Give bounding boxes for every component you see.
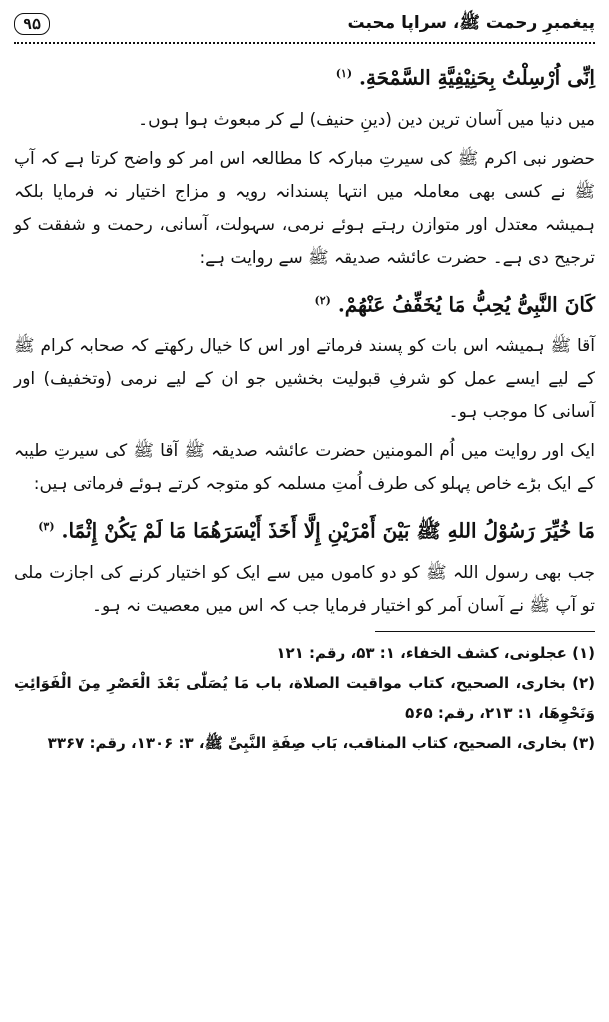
footnote-ref-1: (۱) <box>335 67 353 80</box>
translation-1: میں دنیا میں آسان ترین دین (دینِ حنیف) لے کر مبعوث ہوا ہوں۔ <box>138 109 595 130</box>
arabic-hadith-2: کَانَ النَّبِیُّ یُحِبُّ مَا یُخَفِّفُ عَنْهُمْ. $^{(۲)}$ <box>314 292 595 317</box>
footnotes <box>14 638 595 758</box>
paragraph-2: ایک اور روایت میں اُم المومنین حضرت عائشہ صدیقہ ﷺ آقا ﷺ کی سیرتِ طیبہ کے ایک بڑے خاص پہلو کی طرف اُمتِ مسلمہ کو متوجہ کرتے ہوئے فرماتی ہیں: <box>14 441 595 495</box>
footnote-2: (۲) بخاری، الصحیح، کتاب مواقیت الصلاة، باب مَا یُصَلّٰی بَعْدَ الْعَصْرِ مِنَ الْفَوَائِتِ وَنَحْوِهَا، ۱: ۲۱۳، رقم: ۵۶۵ <box>14 673 595 722</box>
running-header <box>14 8 595 40</box>
header-divider <box>14 42 595 44</box>
header-title: پیغمبرِ رحمت ﷺ، سراپا محبت <box>347 12 595 33</box>
footnote-divider <box>375 631 595 632</box>
footnote-1: (۱) عجلونی، کشف الخفاء، ۱: ۵۳، رقم: ۱۲۱ <box>276 643 595 662</box>
footnote-ref-3: (۳) <box>38 520 55 534</box>
translation-2: آقا ﷺ ہمیشہ اس بات کو پسند فرماتے اور اس کا خیال رکھتے کہ صحابہ کرام ﷺ کے لیے ایسے عمل کو شرفِ قبولیت بخشیں جو ان کے لیے نرمی (وتخفیف) اور آسانی کا موجب ہو۔ <box>14 336 595 423</box>
page-number: ۹۵ <box>14 13 50 35</box>
arabic-hadith-1: اِنِّی اُرْسِلْتُ بِحَنِیْفِیَّةِ السَّمْحَةِ. $^{(۱)}$ <box>335 65 595 90</box>
arabic-hadith-3: مَا خُیِّرَ رَسُوْلُ اللهِ ﷺ بَیْنَ أَمْرَیْنِ إِلَّا أَخَذَ أَیْسَرَهُمَا مَا لَمْ یَکُنْ إِثْمًا. $^{(۳)}$ <box>38 518 595 543</box>
paragraph-1: حضور نبی اکرم ﷺ کی سیرتِ مبارکہ کا مطالعہ اس امر کو واضح کرتا ہے کہ آپ ﷺ نے کسی بھی معاملہ میں انتہا پسندانہ رویہ و مزاج اختیار نہ فرمایا بلکہ ہمیشہ معتدل اور متوازن رہتے ہوئے نرمی، سہولت، آسانی، رحمت و شفقت کو ترجیح دی ہے۔ حضرت عائشہ صدیقہ ﷺ سے روایت ہے: <box>14 148 595 268</box>
footnote-ref-2: (۲) <box>314 293 331 307</box>
translation-3: جب بھی رسول اللہ ﷺ کو دو کاموں میں سے ایک کو اختیار کرنے کی اجازت ملی تو آپ ﷺ نے آسان اَمر کو اختیار فرمایا جب کہ اس میں معصیت نہ ہو۔ <box>14 562 595 616</box>
body-text <box>14 54 595 623</box>
footnote-3: (۳) بخاری، الصحیح، کتاب المناقب، بَاب صِفَةِ النَّبِیِّ ﷺ، ۳: ۱۳۰۶، رقم: ۳۳۶۷ <box>47 733 595 752</box>
